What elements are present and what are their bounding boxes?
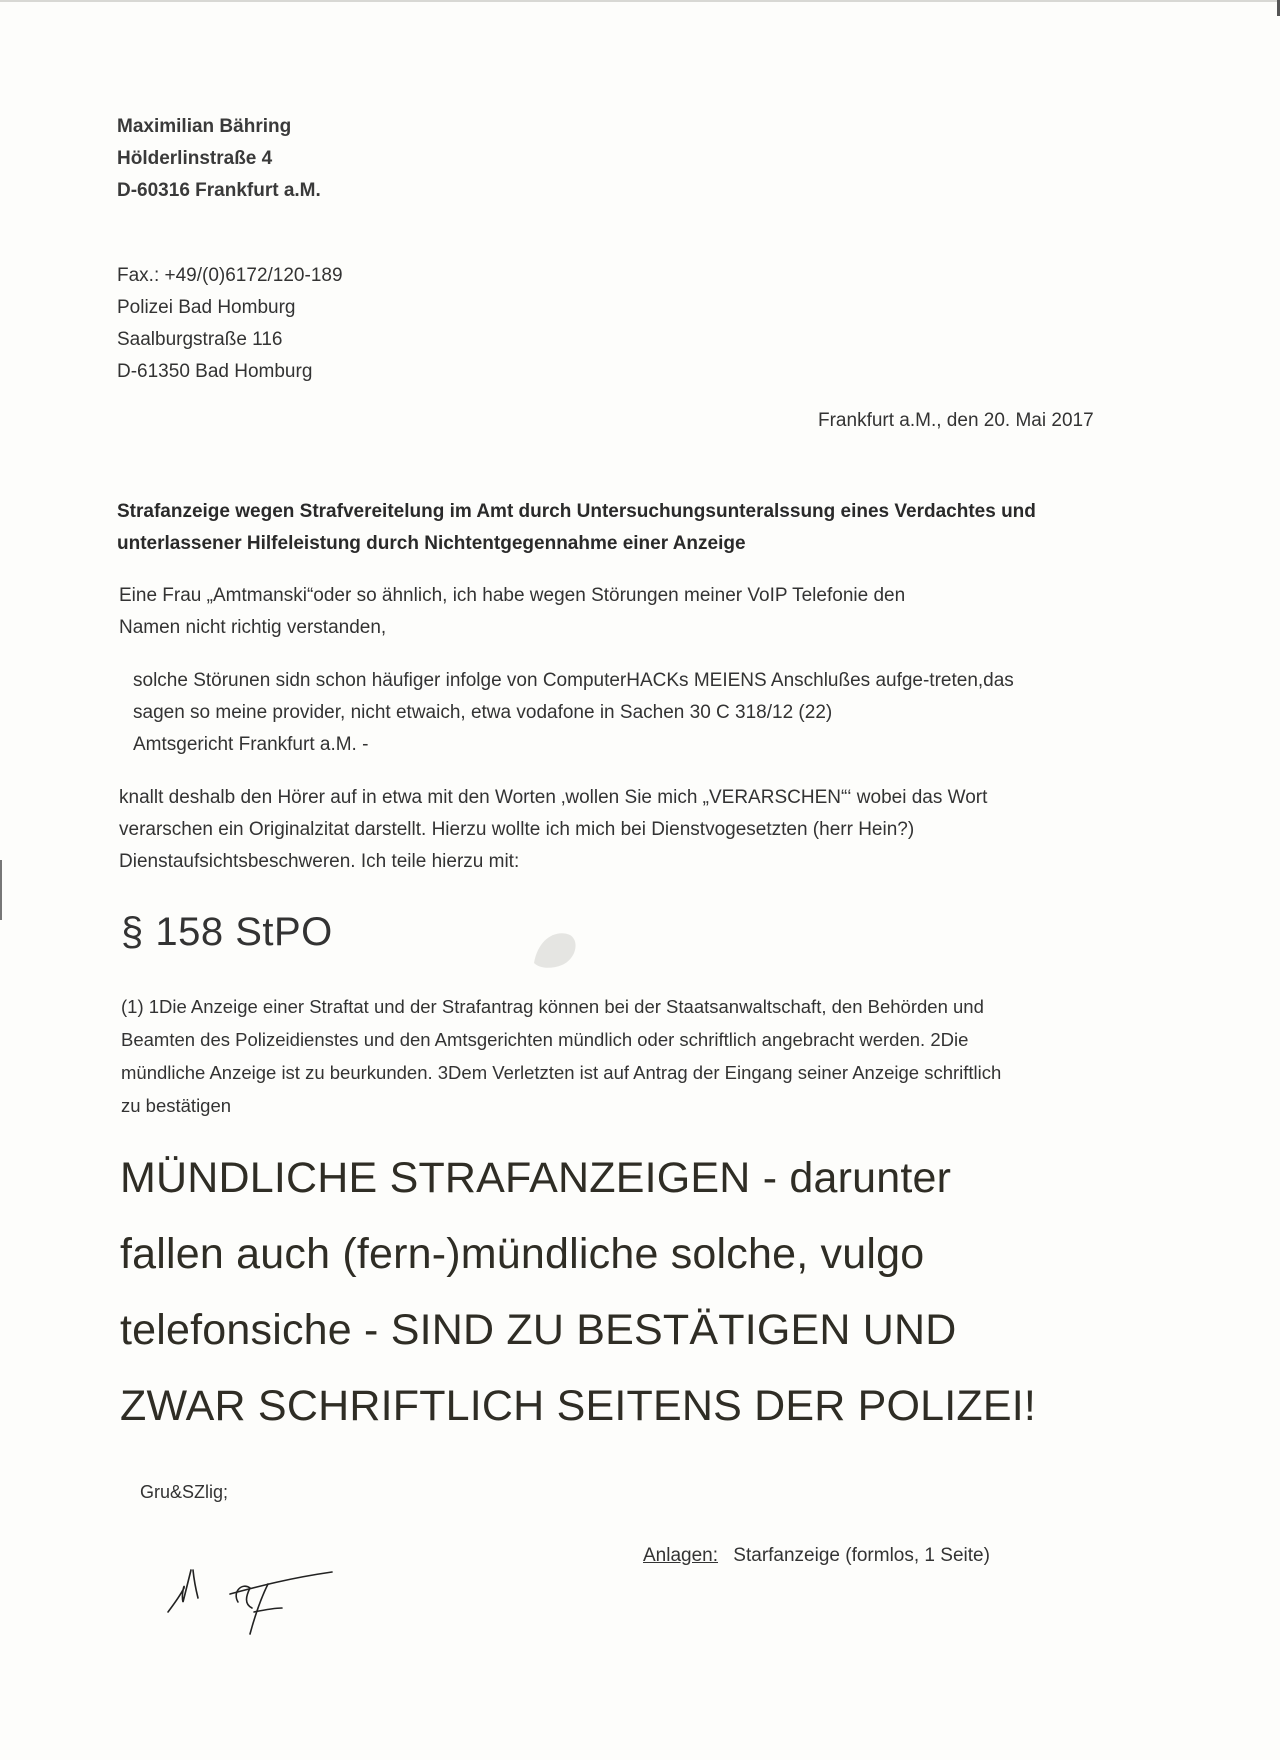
- emphasis-line: telefonsiche - SIND ZU BESTÄTIGEN UND: [120, 1306, 957, 1354]
- sender-city: D-60316 Frankfurt a.M.: [117, 180, 321, 201]
- paragraph-intro: [119, 580, 905, 644]
- paragraph-indented: [133, 665, 1014, 761]
- paragraph-line: Beamten des Polizeidienstes und den Amtsgerichten mündlich oder schriftlich angebracht werden. 2Die: [121, 1029, 969, 1050]
- paragraph-line: Eine Frau „Amtmanski“oder so ähnlich, ich habe wegen Störungen meiner VoIP Telefonie den: [119, 585, 906, 606]
- recipient-street: Saalburgstraße 116: [117, 329, 283, 350]
- signature: [160, 1530, 350, 1640]
- recipient-address: [117, 260, 343, 388]
- paragraph-line: Amtsgericht Frankfurt a.M. -: [133, 734, 369, 755]
- subject-line-1: Strafanzeige wegen Strafvereitelung im Amt durch Untersuchungsunteralssung eines Verdachtes und: [117, 501, 1036, 522]
- paragraph-line: Dienstaufsichtsbeschweren. Ich teile hierzu mit:: [119, 851, 520, 872]
- paragraph-line: (1) 1Die Anzeige einer Straftat und der Strafantrag können bei der Staatsanwaltschaft, den Behörden und: [121, 996, 984, 1017]
- sender-street: Hölderlinstraße 4: [117, 148, 273, 169]
- scan-edge-top: [0, 0, 1280, 2]
- scan-smudge: [526, 925, 586, 971]
- emphasis-line: MÜNDLICHE STRAFANZEIGEN - darunter: [120, 1154, 952, 1202]
- subject-line-2: unterlassener Hilfeleistung durch Nichtentgegennahme einer Anzeige: [117, 533, 746, 554]
- paragraph-line: solche Störunen sidn schon häufiger infolge von ComputerHACKs MEIENS Anschlußes aufge-treten,das: [133, 670, 1014, 691]
- recipient-fax: Fax.: +49/(0)6172/120-189: [117, 265, 343, 286]
- paragraph-line: mündliche Anzeige ist zu beurkunden. 3Dem Verletzten ist auf Antrag der Eingang seiner Anzeige schriftlich: [121, 1062, 1002, 1083]
- attachments-note: [643, 1545, 990, 1567]
- statute-quote: [121, 990, 1001, 1122]
- subject-line: [117, 496, 1036, 560]
- sender-name: Maximilian Bähring: [117, 116, 292, 137]
- closing-greeting: Gru&SZlig;: [140, 1482, 229, 1502]
- recipient-name: Polizei Bad Homburg: [117, 297, 296, 318]
- sender-address: [117, 111, 321, 207]
- paragraph-line: Namen nicht richtig verstanden,: [119, 617, 387, 638]
- emphasis-block: [120, 1140, 1036, 1444]
- section-heading: § 158 StPO: [121, 910, 333, 954]
- attachments-label: Anlagen:: [643, 1545, 719, 1566]
- emphasis-line: fallen auch (fern-)mündliche solche, vulgo: [120, 1230, 925, 1278]
- paragraph-line: sagen so meine provider, nicht etwaich, etwa vodafone in Sachen 30 C 318/12 (22): [133, 702, 833, 723]
- paragraph-incident: [119, 782, 987, 878]
- recipient-city: D-61350 Bad Homburg: [117, 361, 313, 382]
- scan-edge-mark: [0, 860, 2, 920]
- attachments-text: Starfanzeige (formlos, 1 Seite): [733, 1545, 990, 1566]
- date-line: Frankfurt a.M., den 20. Mai 2017: [818, 410, 1094, 431]
- paragraph-line: verarschen ein Originalzitat darstellt. Hierzu wollte ich mich bei Dienstvogesetzten (herr Hein?): [119, 819, 915, 840]
- emphasis-line: ZWAR SCHRIFTLICH SEITENS DER POLIZEI!: [120, 1382, 1037, 1430]
- paragraph-line: knallt deshalb den Hörer auf in etwa mit den Worten ‚wollen Sie mich „VERARSCHEN“‘ wobei das Wort: [119, 787, 988, 808]
- paragraph-line: zu bestätigen: [121, 1095, 232, 1116]
